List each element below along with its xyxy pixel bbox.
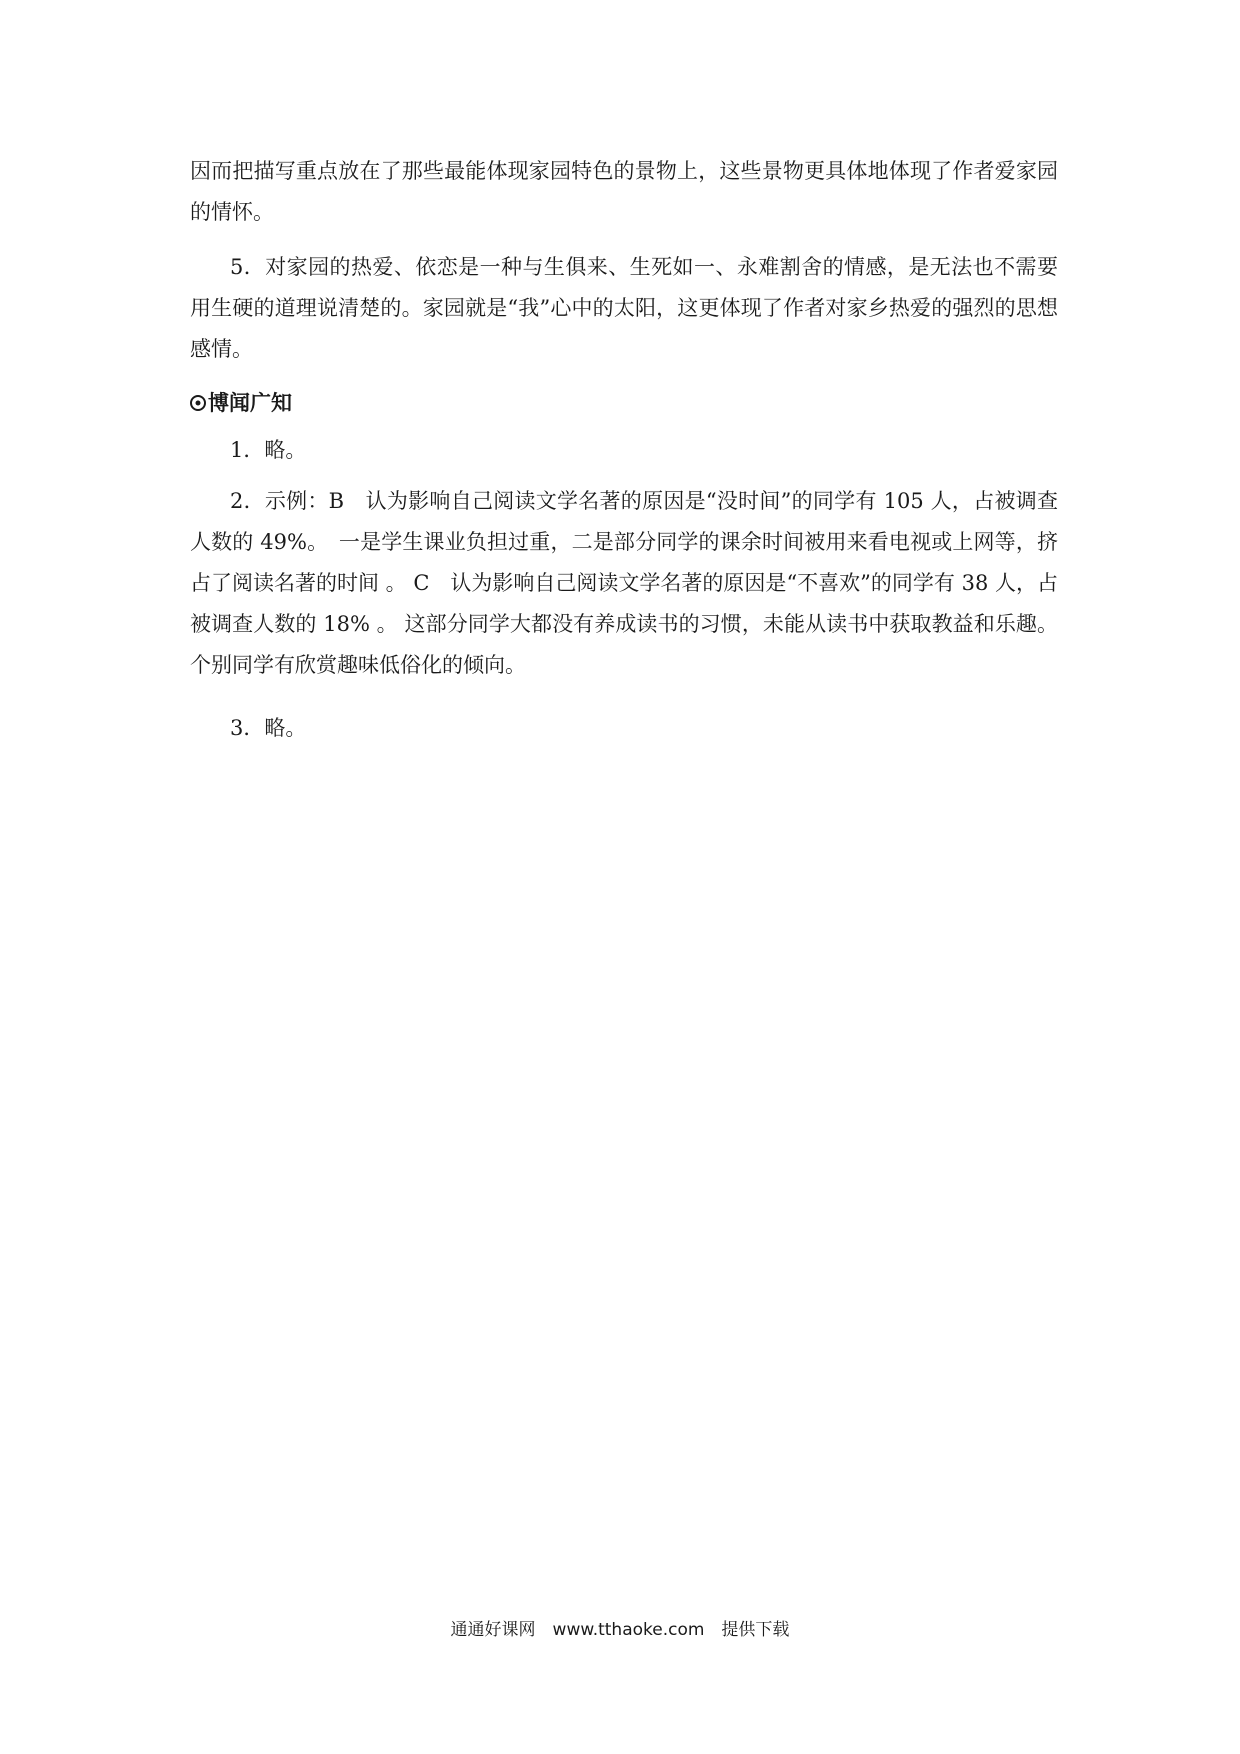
section-heading [190, 386, 1058, 420]
answer-item-1: 1．略。 [230, 438, 307, 462]
answer-item-2: 2．示例：B 认为影响自己阅读文学名著的原因是“没时间”的同学有 105 人，占被调查人数的 49%。 一是学生课业负担过重，二是部分同学的课余时间被用来看电视或上网等，挤占了阅读名著的时间 。 C 认为影响自己阅读文学名著的原因是“不喜欢”的同学有 38 人，占被调查人数的 18% 。 这部分同学大都没有养成读书的习惯，未能从读书中获取教益和乐趣。个别同学有欣赏趣味低俗化的倾向。 [190, 489, 1058, 677]
answer-item-3: 3．略。 [230, 716, 307, 740]
answer-item-5: 5．对家园的热爱、依恋是一种与生俱来、生死如一、永难割舍的情感，是无法也不需要用生硬的道理说清楚的。家园就是“我”心中的太阳，这更体现了作者对家乡热爱的强烈的思想感情。 [190, 255, 1058, 361]
circled-dot-icon [190, 395, 206, 411]
paragraph-continuation: 因而把描写重点放在了那些最能体现家园特色的景物上，这些景物更具体地体现了作者爱家园的情怀。 [190, 159, 1058, 224]
page-footer: 通通好课网 www.tthaoke.com 提供下载 [450, 1620, 790, 1640]
document-body [190, 151, 1058, 749]
section-title: 博闻广知 [208, 391, 292, 415]
